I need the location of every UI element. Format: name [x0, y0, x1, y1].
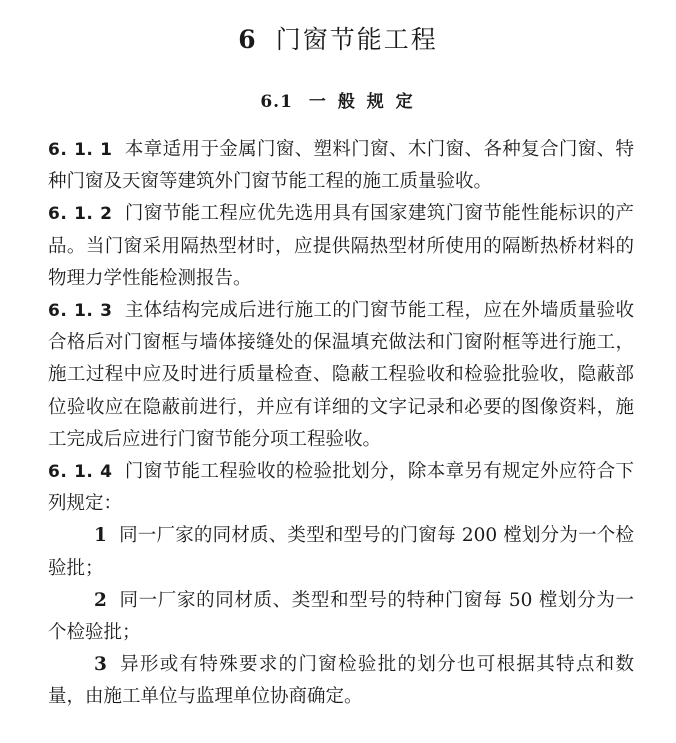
clause-number: 6. 1. 2 [48, 204, 113, 225]
clause-6-1-3 [48, 295, 634, 456]
item-number: 2 [94, 589, 107, 611]
chapter-heading [0, 22, 676, 58]
clause-number: 6. 1. 4 [48, 462, 113, 483]
clause-6-1-2 [48, 198, 634, 295]
list-item [48, 520, 634, 584]
item-number: 3 [94, 654, 107, 676]
chapter-title: 门窗节能工程 [275, 25, 438, 54]
section-heading [0, 88, 676, 116]
clause-number: 6. 1. 1 [48, 140, 113, 160]
section-title: 一 般 规 定 [308, 92, 416, 112]
item-text: 同一厂家的同材质、类型和型号的门窗每 200 樘划分为一个检验批； [48, 525, 634, 579]
section-number: 6.1 [260, 92, 293, 112]
item-text: 同一厂家的同材质、类型和型号的特种门窗每 50 樘划分为一个检验批； [48, 589, 634, 644]
list-item [48, 585, 634, 649]
clause-6-1-1 [48, 134, 634, 198]
clause-text: 门窗节能工程应优先选用具有国家建筑门窗节能性能标识的产品。当门窗采用隔热型材时，应提供隔热型材所使用的隔断热桥材料的物理力学性能检测报告。 [48, 203, 634, 289]
list-item [48, 649, 634, 713]
item-text: 异形或有特殊要求的门窗检验批的划分也可根据其特点和数量，由施工单位与监理单位协商确定。 [48, 654, 634, 708]
chapter-number: 6 [238, 25, 258, 54]
clause-text: 门窗节能工程验收的检验批划分，除本章另有规定外应符合下列规定： [48, 461, 634, 515]
item-number: 1 [94, 525, 107, 547]
clause-number: 6. 1. 3 [48, 301, 113, 322]
clause-text: 主体结构完成后进行施工的门窗节能工程，应在外墙质量验收合格后对门窗框与墙体接缝处的保温填充做法和门窗附框等进行施工，施工过程中应及时进行质量检查、隐蔽工程验收和检验批验收，隐蔽部位验收应在隐蔽前进行，并应有详细的文字记录和必要的图像资料，施工完成后应进行门窗节能分项工程验收。 [48, 300, 634, 450]
clause-text: 本章适用于金属门窗、塑料门窗、木门窗、各种复合门窗、特种门窗及天窗等建筑外门窗节能工程的施工质量验收。 [48, 139, 634, 193]
clause-6-1-4 [48, 456, 634, 520]
body-text [48, 134, 634, 714]
